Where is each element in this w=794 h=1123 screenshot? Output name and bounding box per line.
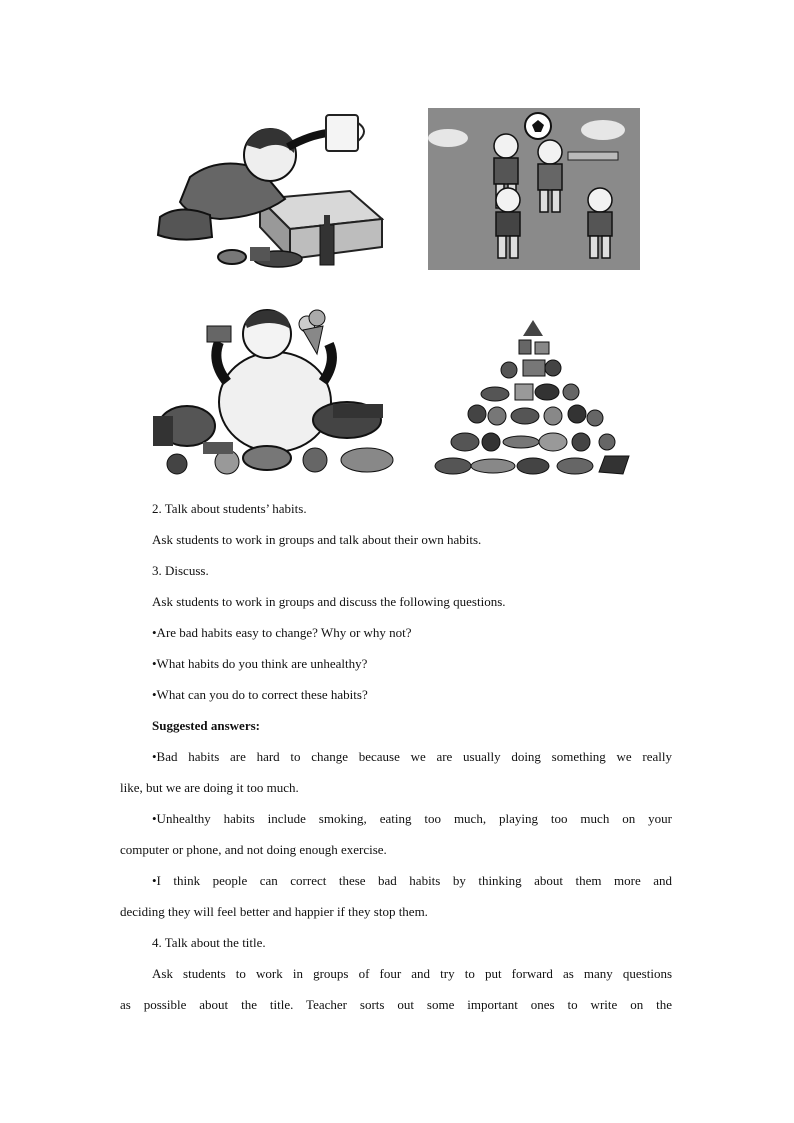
answer-line: •Bad habits are hard to change because we are usually doing something we really [152, 749, 672, 764]
step-discuss-description: Ask students to work in groups and discuss the following questions. [152, 594, 506, 609]
step-talk-habits-heading: 2. Talk about students’ habits. [152, 501, 307, 516]
answer-line: computer or phone, and not doing enough exercise. [120, 842, 387, 857]
answer-line: •Unhealthy habits include smoking, eating too much, playing too much on your [152, 811, 672, 826]
question-item: •What habits do you think are unhealthy? [152, 656, 368, 671]
illustration-overeating [147, 292, 403, 482]
suggested-answers-heading: Suggested answers: [152, 718, 260, 733]
question-item: •What can you do to correct these habits? [152, 687, 368, 702]
step-discuss-heading: 3. Discuss. [152, 563, 209, 578]
step-title-description-line: Ask students to work in groups of four and try to put forward as many questions [152, 966, 672, 981]
answer-line: •I think people can correct these bad habits by thinking about them more and [152, 873, 672, 888]
step-talk-habits-description: Ask students to work in groups and talk about their own habits. [152, 532, 482, 547]
illustration-football [428, 108, 640, 270]
answer-line: deciding they will feel better and happier if they stop them. [120, 904, 428, 919]
illustration-drinking [150, 107, 384, 273]
step-title-description-line: as possible about the title. Teacher sorts out some important ones to write on the [120, 997, 672, 1012]
step-title-heading: 4. Talk about the title. [152, 935, 266, 950]
lesson-text [120, 493, 672, 1020]
illustration-food-pyramid [429, 296, 642, 480]
answer-line: like, but we are doing it too much. [120, 780, 299, 795]
question-item: •Are bad habits easy to change? Why or why not? [152, 625, 412, 640]
